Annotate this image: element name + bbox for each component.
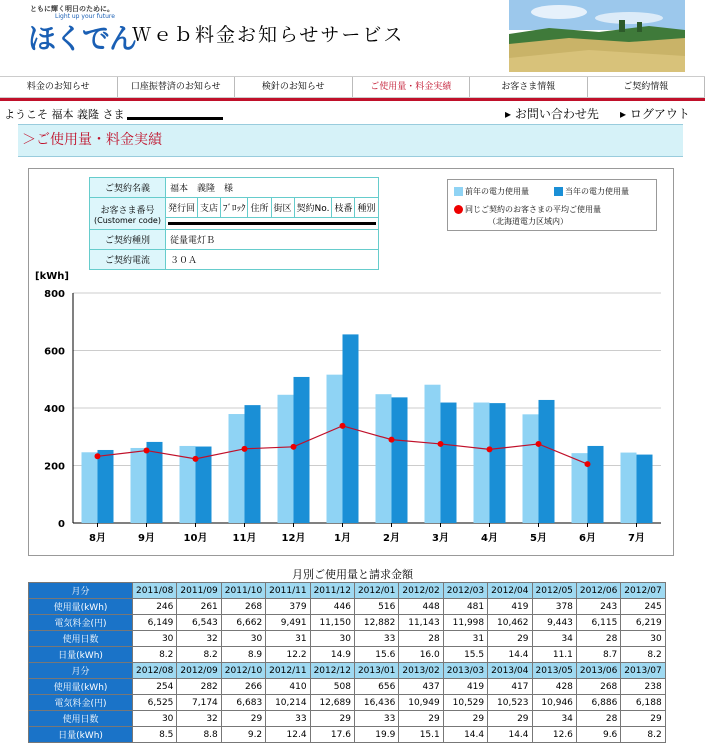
table-row xyxy=(29,679,666,695)
value-cell: 238 xyxy=(621,679,665,695)
value-cell: 268 xyxy=(576,679,620,695)
company-logo[interactable]: ほくでん xyxy=(28,22,137,55)
month-cell: 2013/05 xyxy=(532,663,576,679)
x-tick-label: 12月 xyxy=(281,533,306,544)
value-cell: 11,998 xyxy=(443,615,487,631)
y-axis-label: [kWh] xyxy=(35,271,69,282)
value-cell: 29 xyxy=(488,631,532,647)
avg-usage-point xyxy=(438,441,444,447)
value-cell: 8.7 xyxy=(576,647,620,663)
value-cell: 10,949 xyxy=(399,695,443,711)
legend-this-swatch xyxy=(554,187,563,196)
code-col-sub-no: 枝番 xyxy=(332,198,355,218)
value-cell: 282 xyxy=(177,679,221,695)
value-cell: 417 xyxy=(488,679,532,695)
value-cell: 6,219 xyxy=(621,615,665,631)
month-cell: 2011/11 xyxy=(266,583,310,599)
value-cell: 12.6 xyxy=(532,727,576,743)
bar-prev-year xyxy=(376,394,392,523)
usage-table-2012 xyxy=(28,662,666,743)
month-cell: 2012/08 xyxy=(133,663,177,679)
month-label-cell: 月分 xyxy=(29,663,133,679)
x-tick-label: 8月 xyxy=(89,533,106,544)
y-tick-label: 200 xyxy=(44,461,65,473)
month-cell: 2011/12 xyxy=(310,583,354,599)
value-cell: 6,886 xyxy=(576,695,620,711)
bar-prev-year xyxy=(474,403,490,523)
legend-average xyxy=(454,204,601,215)
bar-this-year xyxy=(588,446,604,523)
value-cell: 33 xyxy=(266,711,310,727)
legend-average-region: （北海道電力区域内） xyxy=(488,217,568,226)
table-row xyxy=(29,711,666,727)
bar-this-year xyxy=(245,405,261,523)
avg-usage-point xyxy=(487,446,493,452)
value-cell: 28 xyxy=(576,711,620,727)
value-cell: 29 xyxy=(443,711,487,727)
main-nav xyxy=(0,76,705,98)
logout-link[interactable]: ▸ ログアウト xyxy=(620,107,690,121)
month-cell: 2013/03 xyxy=(443,663,487,679)
legend-prev-year xyxy=(454,186,529,197)
code-col-district: 街区 xyxy=(271,198,294,218)
bar-this-year xyxy=(637,455,653,523)
value-cell: 29 xyxy=(310,711,354,727)
y-tick-label: 0 xyxy=(58,519,65,530)
value-cell: 378 xyxy=(532,599,576,615)
value-cell: 508 xyxy=(310,679,354,695)
value-cell: 8.2 xyxy=(621,727,665,743)
value-cell: 30 xyxy=(133,631,177,647)
code-col-branch: 支店 xyxy=(197,198,220,218)
contract-name-value: 福本 義隆 様 xyxy=(165,178,378,198)
value-cell: 29 xyxy=(399,711,443,727)
contract-type-value: 従量電灯Ｂ xyxy=(165,230,378,250)
month-cell: 2012/09 xyxy=(177,663,221,679)
customer-code-label-en: (Customer code) xyxy=(94,215,161,225)
x-tick-label: 1月 xyxy=(334,533,351,544)
row-label-cell: 使用量(kWh) xyxy=(29,599,133,615)
y-tick-label: 800 xyxy=(44,289,65,300)
value-cell: 448 xyxy=(399,599,443,615)
x-tick-label: 4月 xyxy=(481,533,498,544)
value-cell: 14.9 xyxy=(310,647,354,663)
value-cell: 243 xyxy=(576,599,620,615)
value-cell: 261 xyxy=(177,599,221,615)
value-cell: 28 xyxy=(576,631,620,647)
bar-this-year xyxy=(392,397,408,523)
avg-usage-point xyxy=(144,448,150,454)
avg-usage-point xyxy=(340,423,346,429)
value-cell: 428 xyxy=(532,679,576,695)
month-cell: 2012/05 xyxy=(532,583,576,599)
contact-link[interactable]: ▸ お問い合わせ先 xyxy=(505,107,599,121)
value-cell: 9,443 xyxy=(532,615,576,631)
month-cell: 2011/09 xyxy=(177,583,221,599)
welcome-text: ようこそ 福本 義隆 さま xyxy=(4,108,125,121)
logo-subtitle: Light up your future xyxy=(55,13,115,20)
legend-prev-swatch xyxy=(454,187,463,196)
value-cell: 31 xyxy=(443,631,487,647)
bar-prev-year xyxy=(327,375,343,523)
row-label-cell: 電気料金(円) xyxy=(29,615,133,631)
value-cell: 33 xyxy=(354,711,398,727)
value-cell: 6,683 xyxy=(221,695,265,711)
legend-prev-label: 前年の電力使用量 xyxy=(465,187,529,196)
row-label-cell: 日量(kWh) xyxy=(29,727,133,743)
table-row xyxy=(29,599,666,615)
month-cell: 2012/12 xyxy=(310,663,354,679)
value-cell: 15.1 xyxy=(399,727,443,743)
customer-code-label xyxy=(90,198,166,230)
value-cell: 12,689 xyxy=(310,695,354,711)
table-row xyxy=(29,727,666,743)
value-cell: 15.5 xyxy=(443,647,487,663)
table-row xyxy=(29,647,666,663)
y-tick-label: 400 xyxy=(44,404,65,415)
value-cell: 7,174 xyxy=(177,695,221,711)
nav-meter-reading[interactable]: 検針のお知らせ xyxy=(235,77,353,97)
code-col-contract-no: 契約No. xyxy=(294,198,332,218)
value-cell: 9,491 xyxy=(266,615,310,631)
month-cell: 2012/10 xyxy=(221,663,265,679)
value-cell: 28 xyxy=(399,631,443,647)
nav-bill-notice[interactable]: 料金のお知らせ xyxy=(0,77,118,97)
month-cell: 2012/03 xyxy=(443,583,487,599)
contract-current-label: ご契約電流 xyxy=(90,250,166,270)
value-cell: 8.2 xyxy=(621,647,665,663)
legend-this-label: 当年の電力使用量 xyxy=(565,187,629,196)
value-cell: 6,543 xyxy=(177,615,221,631)
table-row xyxy=(29,631,666,647)
value-cell: 14.4 xyxy=(443,727,487,743)
bar-prev-year xyxy=(621,453,637,523)
value-cell: 30 xyxy=(221,631,265,647)
month-cell: 2013/04 xyxy=(488,663,532,679)
month-cell: 2012/07 xyxy=(621,583,665,599)
code-col-address: 住所 xyxy=(248,198,271,218)
divider-bar xyxy=(0,98,705,101)
value-cell: 419 xyxy=(443,679,487,695)
bar-this-year xyxy=(294,377,310,523)
usage-chart-panel xyxy=(28,168,674,556)
nav-usage-history[interactable]: ご使用量・料金実績 xyxy=(353,77,471,97)
value-cell: 8.8 xyxy=(177,727,221,743)
value-cell: 30 xyxy=(133,711,177,727)
value-cell: 31 xyxy=(266,631,310,647)
bar-this-year xyxy=(98,450,114,523)
value-cell: 254 xyxy=(133,679,177,695)
legend-this-year xyxy=(554,186,629,197)
value-cell: 11,143 xyxy=(399,615,443,631)
month-cell: 2013/06 xyxy=(576,663,620,679)
value-cell: 11.1 xyxy=(532,647,576,663)
usage-table-2011 xyxy=(28,582,666,663)
value-cell: 245 xyxy=(621,599,665,615)
value-cell: 10,529 xyxy=(443,695,487,711)
month-label-cell: 月分 xyxy=(29,583,133,599)
value-cell: 656 xyxy=(354,679,398,695)
value-cell: 6,188 xyxy=(621,695,665,711)
value-cell: 10,214 xyxy=(266,695,310,711)
value-cell: 9.6 xyxy=(576,727,620,743)
bar-prev-year xyxy=(425,385,441,523)
customer-code-label-ja: お客さま番号 xyxy=(100,205,155,216)
code-col-type: 種別 xyxy=(355,198,378,218)
value-cell: 30 xyxy=(310,631,354,647)
table-row xyxy=(29,615,666,631)
avg-usage-point xyxy=(95,453,101,459)
value-cell: 32 xyxy=(177,711,221,727)
avg-usage-point xyxy=(389,437,395,443)
bar-this-year xyxy=(147,442,163,523)
avg-usage-point xyxy=(193,456,199,462)
nav-customer-info[interactable]: お客さま情報 xyxy=(470,77,588,97)
value-cell: 266 xyxy=(221,679,265,695)
month-header-row xyxy=(29,583,666,599)
value-cell: 12.2 xyxy=(266,647,310,663)
value-cell: 12,882 xyxy=(354,615,398,631)
legend-avg-label: 同じご契約のお客さまの平均ご使用量 xyxy=(465,205,601,214)
nav-transfer-notice[interactable]: 口座振替済のお知らせ xyxy=(118,77,236,97)
value-cell: 12.4 xyxy=(266,727,310,743)
x-tick-label: 2月 xyxy=(383,533,400,544)
value-cell: 15.6 xyxy=(354,647,398,663)
legend-avg-marker xyxy=(454,205,463,214)
month-header-row xyxy=(29,663,666,679)
row-label-cell: 使用日数 xyxy=(29,711,133,727)
value-cell: 446 xyxy=(310,599,354,615)
value-cell: 16.0 xyxy=(399,647,443,663)
value-cell: 10,462 xyxy=(488,615,532,631)
avg-usage-point xyxy=(291,444,297,450)
value-cell: 10,946 xyxy=(532,695,576,711)
x-tick-label: 5月 xyxy=(530,533,547,544)
month-cell: 2012/06 xyxy=(576,583,620,599)
value-cell: 14.4 xyxy=(488,647,532,663)
value-cell: 6,149 xyxy=(133,615,177,631)
avg-usage-point xyxy=(242,446,248,452)
value-cell: 14.4 xyxy=(488,727,532,743)
month-cell: 2012/01 xyxy=(354,583,398,599)
x-tick-label: 10月 xyxy=(183,533,208,544)
row-label-cell: 電気料金(円) xyxy=(29,695,133,711)
code-col-issue: 発行回 xyxy=(165,198,197,218)
value-cell: 410 xyxy=(266,679,310,695)
month-cell: 2013/02 xyxy=(399,663,443,679)
welcome-row xyxy=(0,104,705,122)
bar-this-year xyxy=(539,400,555,523)
month-cell: 2013/01 xyxy=(354,663,398,679)
redacted-customer-code xyxy=(127,111,223,120)
value-cell: 19.9 xyxy=(354,727,398,743)
value-cell: 419 xyxy=(488,599,532,615)
x-tick-label: 9月 xyxy=(138,533,155,544)
value-cell: 10,523 xyxy=(488,695,532,711)
row-label-cell: 使用量(kWh) xyxy=(29,679,133,695)
bar-prev-year xyxy=(523,414,539,523)
bar-prev-year xyxy=(82,452,98,523)
value-cell: 246 xyxy=(133,599,177,615)
contract-current-value: ３０Ａ xyxy=(165,250,378,270)
avg-usage-point xyxy=(536,441,542,447)
value-cell: 29 xyxy=(621,711,665,727)
value-cell: 6,525 xyxy=(133,695,177,711)
value-cell: 516 xyxy=(354,599,398,615)
value-cell: 29 xyxy=(488,711,532,727)
row-label-cell: 使用日数 xyxy=(29,631,133,647)
chart-legend xyxy=(447,179,657,231)
usage-table-caption: 月別ご使用量と請求金額 xyxy=(292,568,413,581)
value-cell: 8.2 xyxy=(133,647,177,663)
value-cell: 268 xyxy=(221,599,265,615)
value-cell: 29 xyxy=(221,711,265,727)
service-title: Ｗｅｂ料金お知らせサービス xyxy=(132,24,405,46)
value-cell: 17.6 xyxy=(310,727,354,743)
value-cell: 9.2 xyxy=(221,727,265,743)
value-cell: 6,662 xyxy=(221,615,265,631)
value-cell: 11,150 xyxy=(310,615,354,631)
value-cell: 34 xyxy=(532,631,576,647)
y-tick-label: 600 xyxy=(44,346,65,358)
contract-name-label: ご契約名義 xyxy=(90,178,166,198)
bar-prev-year xyxy=(131,448,147,523)
table-row xyxy=(29,695,666,711)
row-label-cell: 日量(kWh) xyxy=(29,647,133,663)
value-cell: 34 xyxy=(532,711,576,727)
value-cell: 8.2 xyxy=(177,647,221,663)
month-cell: 2012/11 xyxy=(266,663,310,679)
month-cell: 2011/08 xyxy=(133,583,177,599)
contract-table xyxy=(89,177,379,270)
avg-usage-point xyxy=(585,461,591,467)
x-tick-label: 6月 xyxy=(579,533,596,544)
redacted-code-values xyxy=(165,218,378,230)
header-landscape-image xyxy=(509,0,685,72)
month-cell: 2011/10 xyxy=(221,583,265,599)
value-cell: 8.5 xyxy=(133,727,177,743)
page-heading: ＞ご使用量・料金実績 xyxy=(18,124,683,157)
value-cell: 481 xyxy=(443,599,487,615)
bar-prev-year xyxy=(229,414,245,523)
value-cell: 16,436 xyxy=(354,695,398,711)
bar-this-year xyxy=(441,403,457,523)
welcome-message xyxy=(4,106,223,122)
value-cell: 33 xyxy=(354,631,398,647)
nav-contract-info[interactable]: ご契約情報 xyxy=(588,77,705,97)
month-cell: 2012/02 xyxy=(399,583,443,599)
x-tick-label: 3月 xyxy=(432,533,449,544)
bar-this-year xyxy=(490,403,506,523)
month-cell: 2012/04 xyxy=(488,583,532,599)
code-col-block: ﾌﾞﾛｯｸ xyxy=(220,198,248,218)
header xyxy=(0,0,705,72)
value-cell: 379 xyxy=(266,599,310,615)
tagline: ともに輝く明日のために。 xyxy=(30,5,114,13)
value-cell: 437 xyxy=(399,679,443,695)
x-tick-label: 11月 xyxy=(232,533,257,544)
contract-type-label: ご契約種別 xyxy=(90,230,166,250)
x-tick-label: 7月 xyxy=(628,533,645,544)
month-cell: 2013/07 xyxy=(621,663,665,679)
bar-prev-year xyxy=(278,395,294,523)
value-cell: 30 xyxy=(621,631,665,647)
value-cell: 6,115 xyxy=(576,615,620,631)
value-cell: 32 xyxy=(177,631,221,647)
value-cell: 8.9 xyxy=(221,647,265,663)
